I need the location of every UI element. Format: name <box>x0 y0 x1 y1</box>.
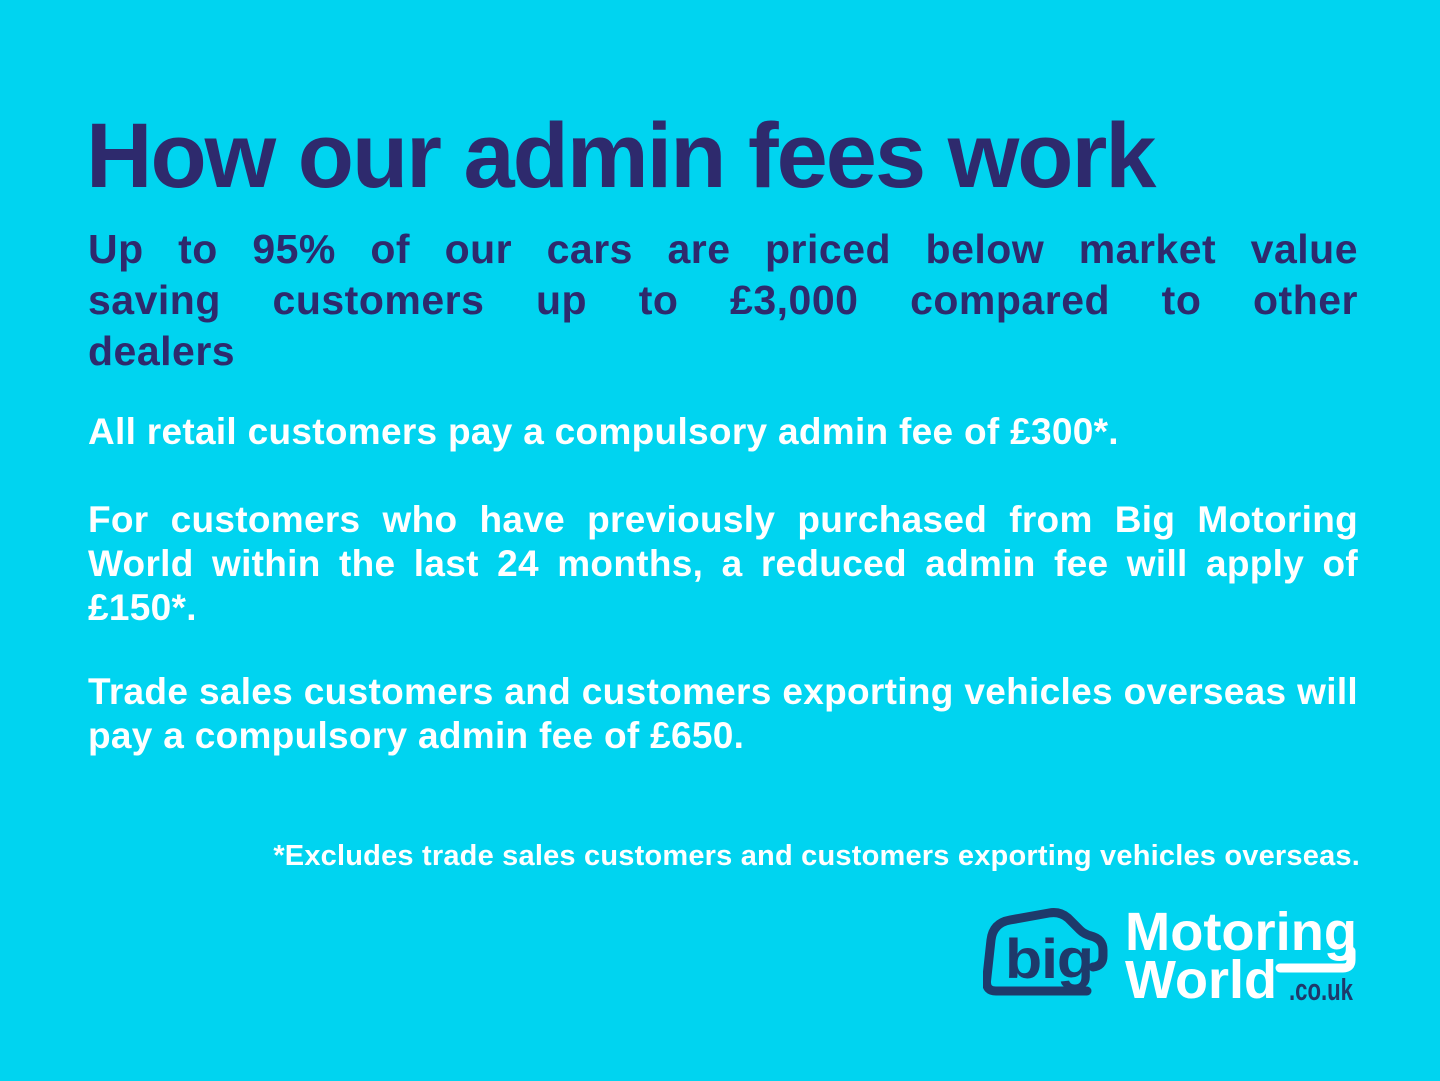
logo-big-text: big <box>1005 927 1093 990</box>
page-title: How our admin fees work <box>86 105 1155 207</box>
paragraph-returning-line-1: For customers who have previously purchased from Big Motoring <box>88 499 1358 540</box>
subtitle-line-3: dealers <box>88 328 236 374</box>
logo-couk-text: .co.uk <box>1289 972 1354 1007</box>
paragraph-returning-customer-fee <box>88 498 1358 630</box>
subtitle-line-1: Up to 95% of our cars are priced below market value <box>88 226 1358 272</box>
big-motoring-world-logo <box>983 894 1395 1010</box>
paragraph-retail-fee <box>88 410 1358 454</box>
subtitle <box>88 224 1358 377</box>
logo-world-text: World <box>1125 950 1277 1010</box>
paragraph-trade-line-2: pay a compulsory admin fee of £650. <box>88 715 745 756</box>
paragraph-retail-fee-line-1: All retail customers pay a compulsory admin fee of £300*. <box>88 411 1119 452</box>
paragraph-trade-export-fee <box>88 670 1358 758</box>
paragraph-returning-line-3: £150*. <box>88 587 197 628</box>
paragraph-trade-line-1: Trade sales customers and customers exporting vehicles overseas will <box>88 671 1358 712</box>
footnote-exclusions: *Excludes trade sales customers and customers exporting vehicles overseas. <box>273 840 1360 872</box>
paragraph-returning-line-2: World within the last 24 months, a reduced admin fee will apply of <box>88 543 1358 584</box>
subtitle-line-2: saving customers up to £3,000 compared to other <box>88 277 1358 323</box>
logo-motoring-text: Motoring <box>1125 902 1357 962</box>
